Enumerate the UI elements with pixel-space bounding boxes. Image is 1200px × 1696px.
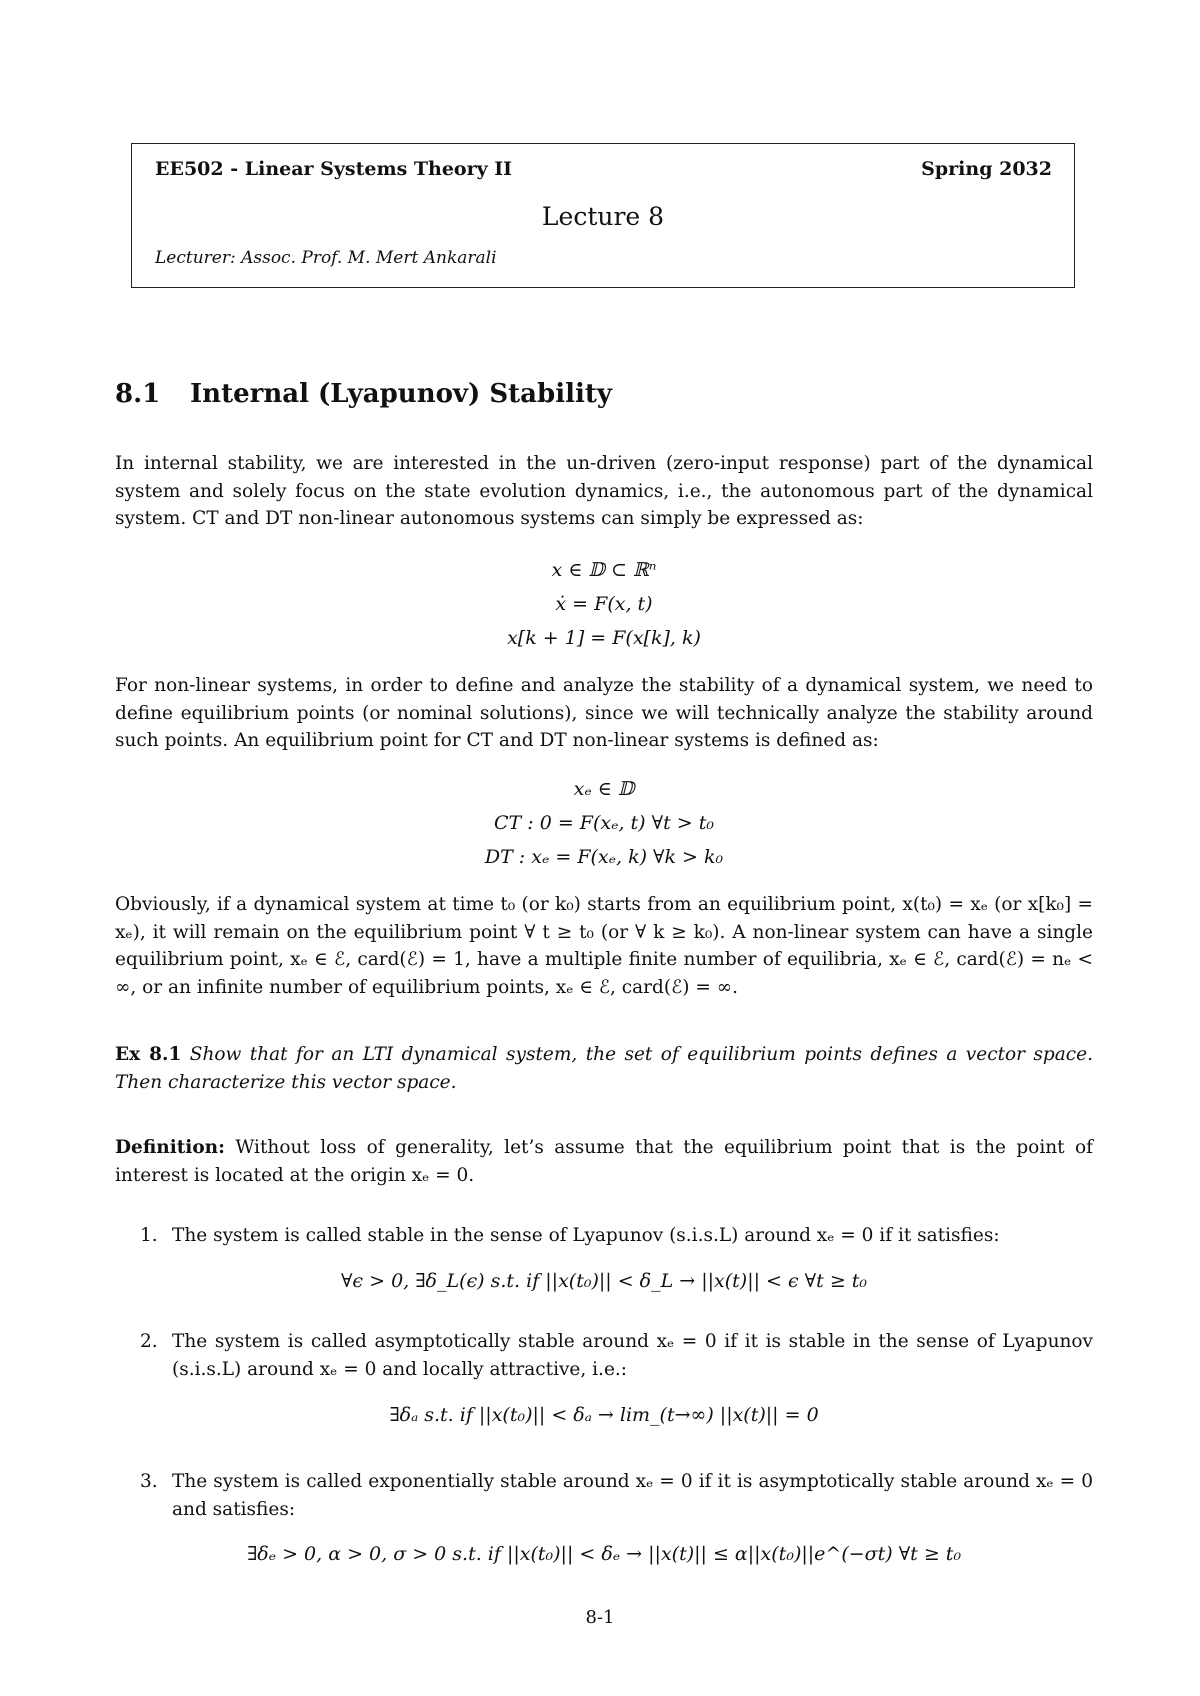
paragraph-equilibrium: For non-linear systems, in order to define and analyze the stability of a dynamical system, we need to define equilibrium points (or nominal solutions), since we will technically analyze the stability around such points. An equilibrium point for CT and DT non-linear systems is defined as: bbox=[115, 675, 1093, 751]
section-number: 8.1 bbox=[115, 379, 161, 409]
equation-line: CT : 0 = F(xₑ, t) ∀t > t₀ bbox=[494, 812, 714, 834]
list-item-text: The system is called stable in the sense of Lyapunov (s.i.s.L) around xₑ = 0 if it satisfies: bbox=[172, 1225, 1000, 1246]
equation-line: x ∈ 𝔻 ⊂ ℝⁿ bbox=[551, 559, 657, 581]
list-item-asymptotic bbox=[140, 1328, 1093, 1383]
definition-label: Definition: bbox=[115, 1137, 225, 1158]
equation-lyapunov-stability: ∀ϵ > 0, ∃δ_L(ϵ) s.t. if ||x(t₀)|| < δ_L → ||x(t)|| < ϵ ∀t ≥ t₀ bbox=[340, 1270, 868, 1292]
lecture-number: Lecture 8 bbox=[541, 202, 665, 231]
definition-text: Without loss of generality, let’s assume that the equilibrium point that is the point of interest is located at the origin xₑ = 0. bbox=[115, 1137, 1093, 1186]
equation-line: ẋ = F(x, t) bbox=[555, 593, 653, 615]
equation-system-forms bbox=[115, 553, 1093, 655]
equation-exponential-stability: ∃δₑ > 0, α > 0, σ > 0 s.t. if ||x(t₀)|| < δₑ → ||x(t)|| ≤ α||x(t₀)||e^(−σt) ∀t ≥ t₀ bbox=[246, 1543, 962, 1565]
list-item-text: The system is called asymptotically stable around xₑ = 0 if it is stable in the sense of Lyapunov (s.i.s.L) around xₑ = 0 and locally attractive, i.e.: bbox=[172, 1331, 1093, 1380]
lecture-header-box bbox=[131, 143, 1075, 288]
section-title: Internal (Lyapunov) Stability bbox=[190, 379, 612, 409]
paragraph-intro: In internal stability, we are interested in the un-driven (zero-input response) part of the dynamical system and solely focus on the state evolution dynamics, i.e., the autonomous part of the dynamical system. CT and DT non-linear autonomous systems can simply be expressed as: bbox=[115, 453, 1093, 529]
equation-equilibrium bbox=[115, 772, 1093, 874]
list-marker: 1. bbox=[140, 1225, 158, 1246]
equation-asymptotic-stability: ∃δₐ s.t. if ||x(t₀)|| < δₐ → lim_(t→∞) ||x(t)|| = 0 bbox=[389, 1404, 819, 1426]
example-block bbox=[115, 1041, 1093, 1096]
equation-line: x[k + 1] = F(x[k], k) bbox=[507, 627, 701, 649]
list-item-exponential bbox=[140, 1468, 1093, 1523]
definition-block bbox=[115, 1134, 1093, 1189]
page-number: 8-1 bbox=[585, 1607, 615, 1628]
equation-line: DT : xₑ = F(xₑ, k) ∀k > k₀ bbox=[484, 846, 724, 868]
lecturer-name: Lecturer: Assoc. Prof. M. Mert Ankarali bbox=[155, 248, 497, 268]
list-marker: 3. bbox=[140, 1471, 158, 1492]
example-label: Ex 8.1 bbox=[115, 1044, 182, 1065]
list-marker: 2. bbox=[140, 1331, 158, 1352]
list-item-stable-lyapunov bbox=[140, 1222, 1093, 1250]
course-title: EE502 - Linear Systems Theory II bbox=[155, 158, 513, 180]
term: Spring 2032 bbox=[921, 158, 1052, 180]
paragraph-equilibrium-cases: Obviously, if a dynamical system at time t₀ (or k₀) starts from an equilibrium point, x(t₀) = xₑ (or x[k₀] = xₑ), it will remain on the equilibrium point ∀ t ≥ t₀ (or ∀ k ≥ k₀). A non-linear system can have a single equilibrium point, xₑ ∈ ℰ, card(ℰ) = 1, have a multiple finite number of equilibria, xₑ ∈ ℰ, card(ℰ) = nₑ < ∞, or an infinite number of equilibrium points, xₑ ∈ ℰ, card(ℰ) = ∞. bbox=[115, 894, 1093, 998]
list-item-text: The system is called exponentially stable around xₑ = 0 if it is asymptotically stable around xₑ = 0 and satisfies: bbox=[172, 1471, 1093, 1520]
section-heading bbox=[115, 379, 612, 409]
equation-line: xₑ ∈ 𝔻 bbox=[573, 778, 635, 800]
example-text: Show that for an LTI dynamical system, the set of equilibrium points defines a vector space. Then characterize this vector space. bbox=[115, 1044, 1093, 1093]
